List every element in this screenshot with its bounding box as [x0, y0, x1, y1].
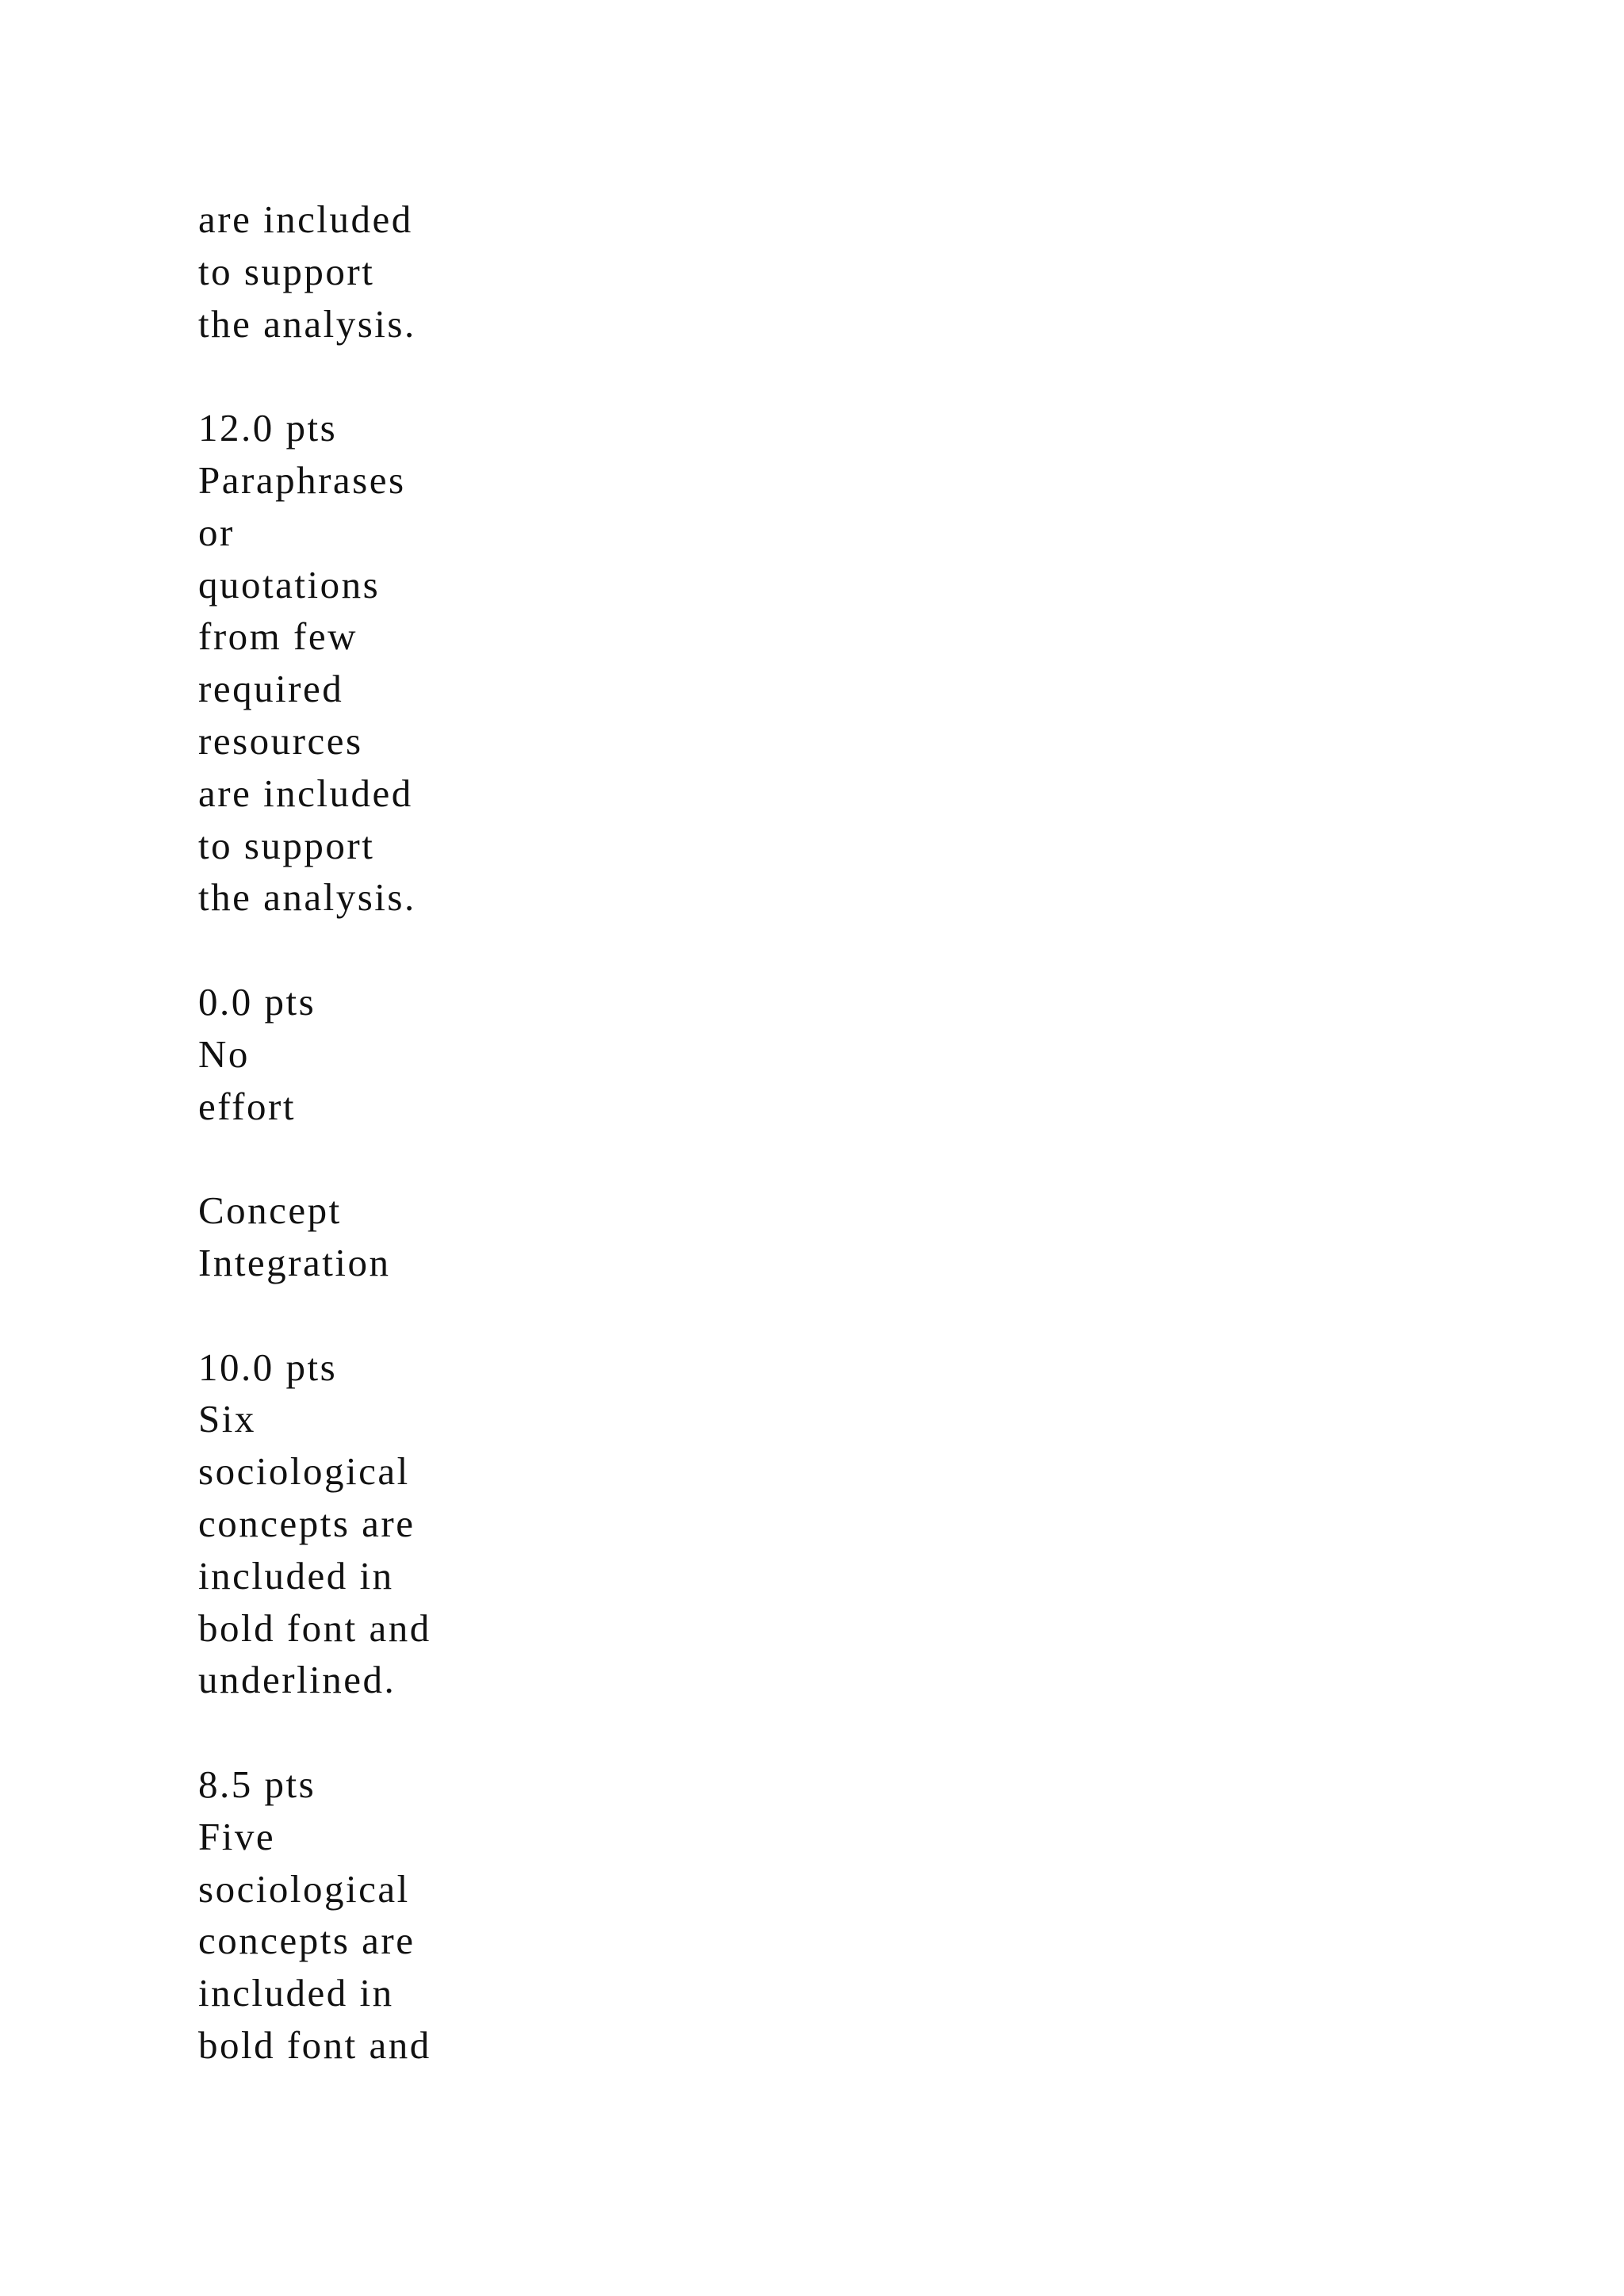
text-line: sociological	[198, 1449, 410, 1494]
criterion-line: Concept	[198, 1188, 342, 1233]
text-line: Paraphrases	[198, 457, 406, 502]
text-line: required	[198, 667, 344, 711]
text-line: underlined.	[198, 1658, 396, 1702]
blank-line	[198, 1706, 753, 1758]
text-line: bold font and	[198, 2022, 431, 2067]
blank-line	[198, 1132, 753, 1184]
text-line: Six	[198, 1397, 256, 1441]
text-line: are included	[198, 771, 413, 815]
text-line: concepts are	[198, 1501, 416, 1545]
text-line: the analysis.	[198, 301, 416, 346]
points-line: 10.0 pts	[198, 1345, 338, 1389]
text-line: are included	[198, 197, 413, 241]
criterion-line: Integration	[198, 1240, 391, 1284]
text-line: resources	[198, 718, 363, 763]
text-line: to support	[198, 249, 375, 293]
text-line: concepts are	[198, 1919, 416, 1963]
text-line: effort	[198, 1084, 296, 1128]
text-line: to support	[198, 823, 375, 867]
points-line: 12.0 pts	[198, 406, 338, 450]
blank-line	[198, 924, 753, 976]
text-line: the analysis.	[198, 875, 416, 920]
text-line: sociological	[198, 1866, 410, 1911]
text-line: No	[198, 1031, 250, 1076]
text-line: included in	[198, 1553, 394, 1598]
text-line: quotations	[198, 562, 381, 607]
rubric-text-column	[198, 193, 753, 2072]
text-line: bold font and	[198, 1605, 431, 1650]
text-line: from few	[198, 614, 358, 659]
blank-line	[198, 350, 753, 402]
points-line: 8.5 pts	[198, 1762, 316, 1806]
points-line: 0.0 pts	[198, 979, 316, 1024]
text-line: or	[198, 510, 235, 554]
blank-line	[198, 1289, 753, 1341]
text-line: Five	[198, 1814, 276, 1858]
text-line: included in	[198, 1971, 394, 2015]
